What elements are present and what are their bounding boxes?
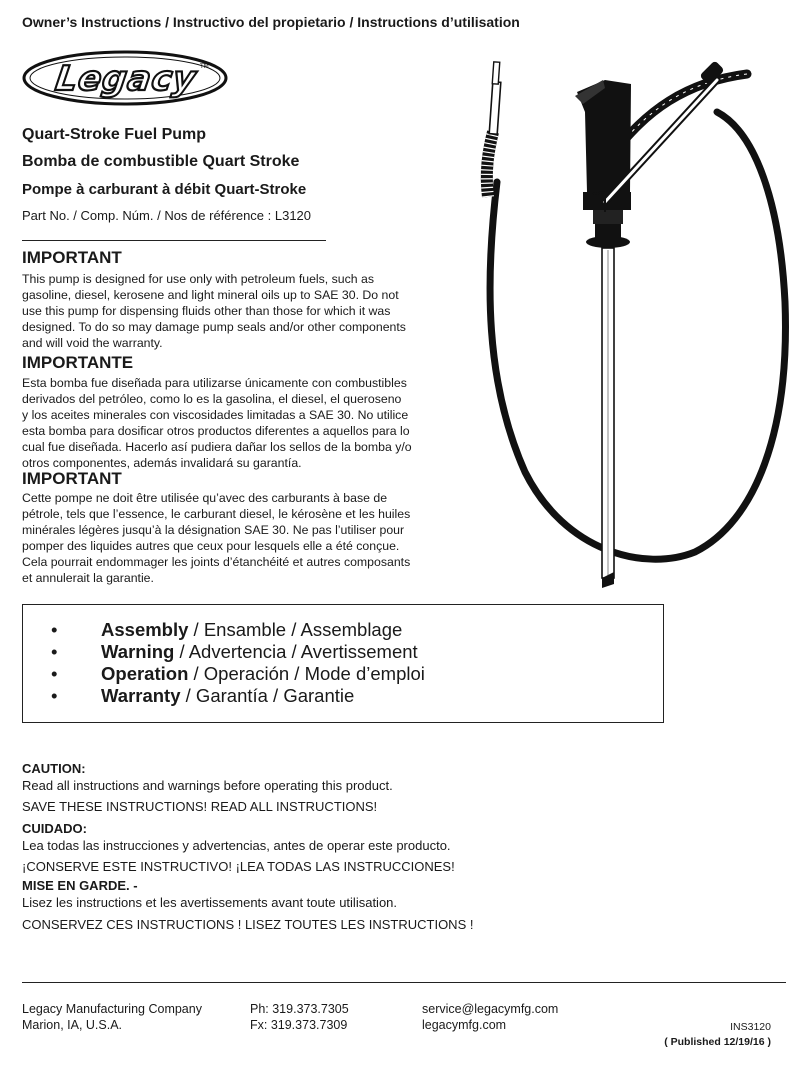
document-header: Owner’s Instructions / Instructivo del propietario / Instructions d’utilisation	[22, 14, 520, 30]
caution-line1-spanish: Lea todas las instrucciones y advertencias, antes de operar este producto.	[22, 838, 451, 853]
product-title-spanish: Bomba de combustible Quart Stroke	[22, 153, 300, 170]
fuel-pump-illustration	[455, 52, 790, 597]
contents-box	[22, 604, 664, 723]
product-title-english: Quart-Stroke Fuel Pump	[22, 126, 207, 143]
important-heading-french: IMPORTANT	[22, 469, 122, 488]
caution-label-french: MISE EN GARDE. -	[22, 878, 138, 893]
footer-divider	[22, 982, 786, 983]
logo-text: Legacy	[52, 59, 199, 99]
important-text-english: This pump is designed for use only with petroleum fuels, such as gasoline, diesel, kerosene and light mineral oils up to SAE 30. Do not use this pump for dispensing fluids other than those for which it was designed. To do so may damage pump seals and/or other components and will void the warranty.	[22, 272, 406, 350]
contents-item-operation: • Operation / Operación / Mode d’emploi	[51, 663, 425, 684]
logo-trademark: TM	[200, 63, 209, 70]
contents-item-warranty: • Warranty / Garantía / Garantie	[51, 685, 355, 706]
important-text-spanish: Esta bomba fue diseñada para utilizarse únicamente con combustibles derivados del petróleo, como lo es la gasolina, el diesel, el queroseno y los aceites minerales con viscosidades limitadas a SAE 30. No utilice esta bomba para dosificar otros productos diferentes a aquellos para lo cual fue diseñada. Hacerlo así pudiera dañar los sellos de la bomba y/o otros componentes, además invalidará su garantía.	[22, 376, 412, 470]
contents-item-warning: • Warning / Advertencia / Avertissement	[51, 641, 418, 662]
caution-line2-french: CONSERVEZ CES INSTRUCTIONS ! LISEZ TOUTES LES INSTRUCTIONS !	[22, 917, 474, 932]
footer-fax: Fx: 319.373.7309	[250, 1018, 348, 1032]
important-heading-spanish: IMPORTANTE	[22, 353, 134, 372]
caution-line1-french: Lisez les instructions et les avertissements avant toute utilisation.	[22, 895, 398, 910]
footer-company: Legacy Manufacturing Company	[22, 1002, 202, 1016]
footer-phone-block	[250, 1001, 349, 1033]
footer-company-block	[22, 1001, 202, 1033]
legacy-logo	[22, 50, 228, 106]
important-text-french: Cette pompe ne doit être utilisée qu’avec des carburants à base de pétrole, tels que l’essence, le carburant diesel, le kérosène et les huiles minérales légères jusqu’à la désignation SAE 30. Ne pas l’utiliser pour pomper des liquides autres que ceux pour lesquels elle a été conçue. Cela pourrait endommager les joints d’étanchéité et autres composants et annulerait la garantie.	[22, 491, 411, 585]
footer-location: Marion, IA, U.S.A.	[22, 1018, 123, 1032]
part-number: Part No. / Comp. Núm. / Nos de référence : L3120	[22, 208, 312, 223]
footer-email[interactable]: service@legacymfg.com	[422, 1002, 559, 1016]
title-divider	[22, 240, 326, 241]
product-title-french: Pompe à carburant à débit Quart-Stroke	[22, 181, 307, 198]
caution-label-spanish: CUIDADO:	[22, 821, 87, 836]
document-number: INS3120	[730, 1021, 771, 1033]
caution-line1-english: Read all instructions and warnings before operating this product.	[22, 778, 393, 793]
important-heading-english: IMPORTANT	[22, 248, 122, 267]
caution-label-english: CAUTION:	[22, 761, 86, 776]
contents-list	[23, 605, 663, 707]
caution-line2-english: SAVE THESE INSTRUCTIONS! READ ALL INSTRUCTIONS!	[22, 799, 378, 814]
caution-line2-spanish: ¡CONSERVE ESTE INSTRUCTIVO! ¡LEA TODAS LAS INSTRUCCIONES!	[22, 859, 455, 874]
footer-website[interactable]: legacymfg.com	[422, 1018, 507, 1032]
published-date: ( Published 12/19/16 )	[664, 1036, 771, 1048]
footer-web-block	[422, 1001, 558, 1033]
footer-phone: Ph: 319.373.7305	[250, 1002, 349, 1016]
contents-item-assembly: • Assembly / Ensamble / Assemblage	[51, 619, 403, 640]
